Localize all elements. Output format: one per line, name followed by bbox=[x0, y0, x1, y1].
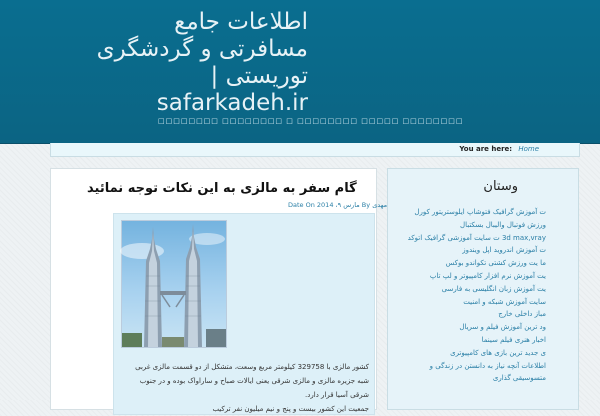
sidebar bbox=[387, 168, 579, 410]
sidebar-link[interactable]: ورزش فوتبال والیبال بسکتبال bbox=[459, 220, 546, 229]
post-meta: Date On مارس ۹، 2014 By مهدی bbox=[288, 201, 388, 209]
breadcrumb-label: You are here: bbox=[459, 145, 513, 153]
sidebar-link[interactable]: ت آموزش گرافیک فتوشاپ ایلوستریتور کورل bbox=[414, 208, 546, 216]
sidebar-link[interactable]: مباز داخلی خارج bbox=[498, 310, 546, 319]
sidebar-link[interactable]: سایت آموزش شبکه و امنیت bbox=[463, 297, 546, 306]
post-body bbox=[113, 213, 375, 415]
sidebar-link[interactable]: ما یت ورزش کشتی تکواندو بوکس bbox=[445, 259, 546, 268]
main-content bbox=[50, 168, 388, 413]
towers-illustration bbox=[122, 221, 226, 347]
sidebar-link[interactable]: یت آموزش زبان انگلیسی به فارسی bbox=[441, 284, 546, 293]
breadcrumb bbox=[50, 143, 580, 157]
sidebar-link[interactable]: یت آموزش نرم افزار کامپیوتر و لپ تاپ bbox=[429, 271, 546, 280]
sidebar-link[interactable]: ت آموزش اندروید اپل ویندوز bbox=[462, 246, 546, 255]
site-title-line[interactable]: اطلاعات جامع bbox=[174, 9, 308, 35]
sidebar-link[interactable]: ود ترین آموزش فیلم و سریال bbox=[459, 323, 546, 332]
sidebar-title: وستان bbox=[483, 179, 518, 194]
post-paragraph: جمعیت این کشور بیست و پنج و نیم میلیون نفر ترکیب bbox=[212, 405, 369, 413]
breadcrumb-home-link[interactable]: Home bbox=[518, 145, 539, 153]
site-header bbox=[0, 0, 600, 144]
sidebar-link[interactable]: اخبار هنری فیلم سینما bbox=[481, 335, 546, 344]
sidebar-link[interactable]: اطلاعات آنچه نیاز به دانستن در زندگی و bbox=[429, 361, 546, 370]
site-title-line[interactable]: مسافرتی و گردشگری bbox=[96, 36, 308, 62]
post-image[interactable] bbox=[121, 220, 227, 348]
post-excerpt bbox=[134, 360, 369, 416]
sidebar-link[interactable]: ی جدید ترین بازی های کامپیوتری bbox=[450, 348, 546, 357]
sidebar-link[interactable]: متسوسیقی گذاری bbox=[492, 374, 546, 383]
sidebar-link[interactable]: 3d max,vray ت سایت آموزشی گرافیک اتوکد bbox=[407, 233, 546, 242]
site-title[interactable] bbox=[8, 9, 308, 117]
site-title-domain[interactable]: safarkadeh.ir bbox=[156, 90, 308, 116]
site-title-line[interactable]: توریستی | bbox=[210, 63, 308, 89]
sidebar-links bbox=[388, 206, 546, 385]
post-paragraph: کشور مالزی با 329758 کیلومتر مربع وسعت، متشکل از دو قسمت مالزی غربی شبه جزیره مالزی و مالزی شرقی یعنی ایالات صباح و ساراواک بوده و در جنوب شرقی آسیا قرار دارد. bbox=[135, 363, 369, 399]
post-title[interactable]: گام سفر به مالزی به این نکات توجه نمائید bbox=[87, 181, 357, 196]
site-tagline: □□□□□□□□ □□□□□□□□ □ □□□□□□□□ □□□□□ □□□□□□□□ bbox=[158, 117, 464, 125]
